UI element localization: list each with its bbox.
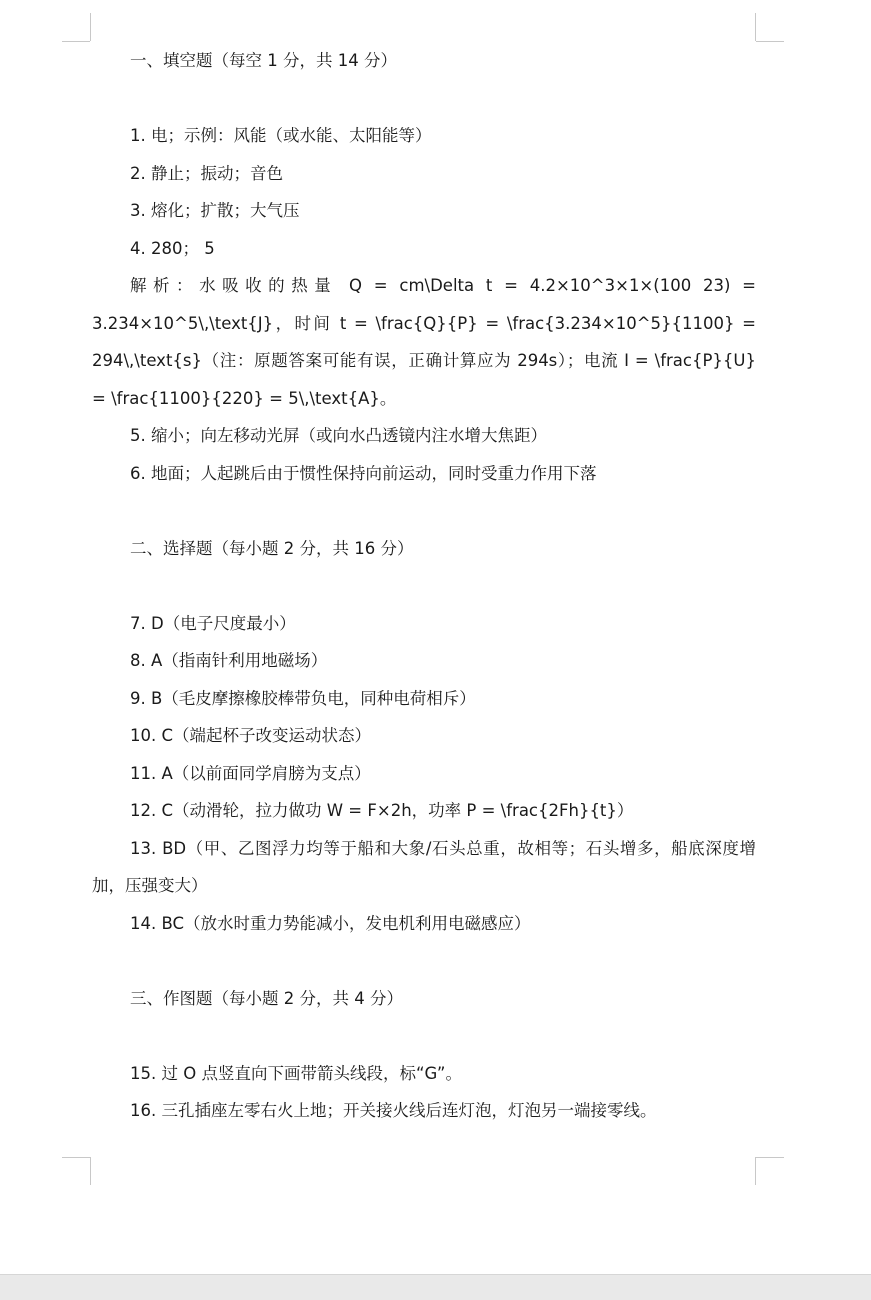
blank-line [92,492,756,530]
crop-mark-bottom-right-h [756,1157,784,1158]
answer-item-3: 3. 熔化；扩散；大气压 [130,201,300,220]
crop-mark-top-right-h [756,41,784,42]
crop-mark-bottom-left-v [90,1157,91,1185]
crop-mark-top-left-h [62,41,90,42]
crop-mark-bottom-right-v [755,1157,756,1185]
answer-item-12: 12. C（动滑轮，拉力做功 W = F×2h，功率 P = \frac{2Fh}{t}） [130,801,634,820]
answer-item-5: 5. 缩小；向左移动光屏（或向水凸透镜内注水增大焦距） [130,426,547,445]
crop-mark-bottom-left-h [62,1157,90,1158]
answer-item-10: 10. C（端起杯子改变运动状态） [130,726,372,745]
section-heading-fill-in: 一、填空题（每空 1 分，共 14 分） [130,51,397,70]
blank-line [92,942,756,980]
answer-item-2: 2. 静止；振动；音色 [130,163,283,183]
answer-item-14: 14. BC（放水时重力势能减小，发电机利用电磁感应） [130,913,531,933]
section-heading-drawing: 三、作图题（每小题 2 分，共 4 分） [130,988,403,1008]
section-heading-multiple-choice: 二、选择题（每小题 2 分，共 16 分） [130,538,414,558]
answer-item-4: 4. 280； 5 [130,238,215,258]
answer-item-13: 13. BD（甲、乙图浮力均等于船和大象/石头总重，故相等；石头增多，船底深度增加，压强变大） [92,838,756,895]
blank-line [92,1017,756,1055]
blank-line [92,80,756,118]
answer-item-16: 16. 三孔插座左零右火上地；开关接火线后连灯泡，灯泡另一端接零线。 [130,1101,657,1120]
answer-item-7: 7. D（电子尺度最小） [130,613,296,633]
answer-item-6: 6. 地面；人起跳后由于惯性保持向前运动，同时受重力作用下落 [130,463,597,483]
window-bottom-bar [0,1274,871,1300]
answer-item-15: 15. 过 O 点竖直向下画带箭头线段，标“G”。 [130,1063,462,1083]
crop-mark-top-left-v [90,13,91,41]
analysis-paragraph: 解析：水吸收的热量 Q = cm\Delta t = 4.2×10^3×1×(100 23) = 3.234×10^5\,\text{J}，时间 t = \frac{Q}{P} = \frac{3.234×10^5}{1100} = 294\,\text{s}（注：原题答案可能有误，正确计算应为 294s）；电流 I = \frac{P}{U} = \frac{1100}{220} = 5\,\text{A}。 [92,276,756,408]
answer-item-1: 1. 电；示例：风能（或水能、太阳能等） [130,126,432,145]
answer-item-8: 8. A（指南针利用地磁场） [130,651,328,670]
answer-item-11: 11. A（以前面同学肩膀为支点） [130,763,371,783]
crop-mark-top-right-v [755,13,756,41]
blank-line [92,567,756,605]
document-body [92,42,756,1130]
answer-item-9: 9. B（毛皮摩擦橡胶棒带负电，同种电荷相斥） [130,688,476,708]
